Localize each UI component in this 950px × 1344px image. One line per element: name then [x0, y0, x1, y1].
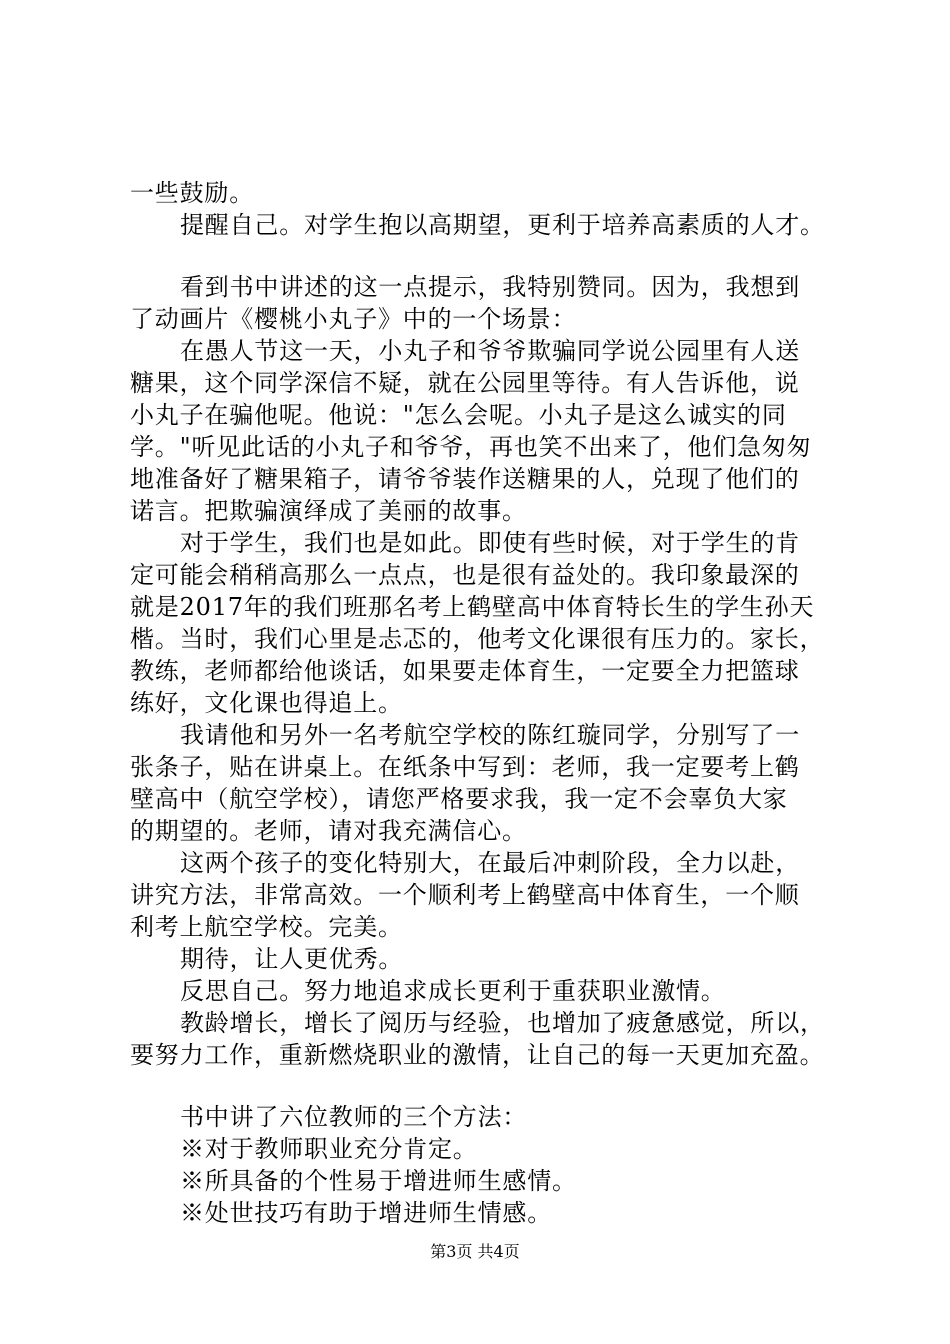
text-line: 定可能会稍稍高那么一点点，也是很有益处的。我印象最深的: [130, 561, 800, 589]
text-line: 糖果，这个同学深信不疑，就在公园里等待。有人告诉他，说: [130, 369, 800, 397]
text-line: 就是2017年的我们班那名考上鹤壁高中体育特长生的学生孙天: [130, 593, 815, 621]
text-line: 教龄增长，增长了阅历与经验，也增加了疲惫感觉，所以，: [180, 1009, 825, 1037]
list-item: ※所具备的个性易于增进师生感情。: [180, 1167, 577, 1195]
list-item: ※对于教师职业充分肯定。: [180, 1135, 478, 1163]
text-line: 利考上航空学校。完美。: [130, 913, 403, 941]
text-line: 反思自己。努力地追求成长更利于重获职业激情。: [180, 977, 726, 1005]
text-line: 练好，文化课也得追上。: [130, 689, 403, 717]
list-item: ※处世技巧有助于增进师生情感。: [180, 1199, 552, 1227]
text-line: 提醒自己。对学生抱以高期望，更利于培养高素质的人才。: [180, 211, 825, 239]
text-line: 教练，老师都给他谈话，如果要走体育生，一定要全力把篮球: [130, 657, 800, 685]
text-line: 地准备好了糖果箱子，请爷爷装作送糖果的人，兑现了他们的: [130, 465, 800, 493]
text-line: 张条子，贴在讲桌上。在纸条中写到：老师，我一定要考上鹤: [130, 753, 800, 781]
text-line: 楷。当时，我们心里是忐忑的，他考文化课很有压力的。家长，: [130, 625, 825, 653]
text-line: 看到书中讲述的这一点提示，我特别赞同。因为，我想到: [180, 273, 800, 301]
text-line: 要努力工作，重新燃烧职业的激情，让自己的每一天更加充盈。: [130, 1041, 825, 1069]
text-line: 小丸子在骗他呢。他说："怎么会呢。小丸子是这么诚实的同: [130, 401, 787, 429]
text-line: 诺言。把欺骗演绎成了美丽的故事。: [130, 497, 527, 525]
text-line: 期待，让人更优秀。: [180, 945, 404, 973]
text-line: 的期望的。老师，请对我充满信心。: [130, 817, 527, 845]
text-line: 壁高中（航空学校），请您严格要求我，我一定不会辜负大家: [130, 785, 788, 813]
text-line: 一些鼓励。: [130, 179, 254, 207]
text-line: 在愚人节这一天，小丸子和爷爷欺骗同学说公园里有人送: [180, 337, 800, 365]
text-line: 我请他和另外一名考航空学校的陈红璇同学，分别写了一: [180, 721, 800, 749]
page-number-footer: 第3页 共4页: [430, 1242, 520, 1261]
text-line: 了动画片《樱桃小丸子》中的一个场景：: [130, 305, 577, 333]
text-line: 书中讲了六位教师的三个方法：: [180, 1103, 528, 1131]
text-line: 讲究方法，非常高效。一个顺利考上鹤壁高中体育生，一个顺: [130, 881, 800, 909]
text-line: 学。"听见此话的小丸子和爷爷，再也笑不出来了，他们急匆匆: [130, 433, 812, 461]
text-line: 这两个孩子的变化特别大，在最后冲刺阶段，全力以赴，: [180, 849, 800, 877]
text-line: 对于学生，我们也是如此。即使有些时候，对于学生的肯: [180, 529, 800, 557]
